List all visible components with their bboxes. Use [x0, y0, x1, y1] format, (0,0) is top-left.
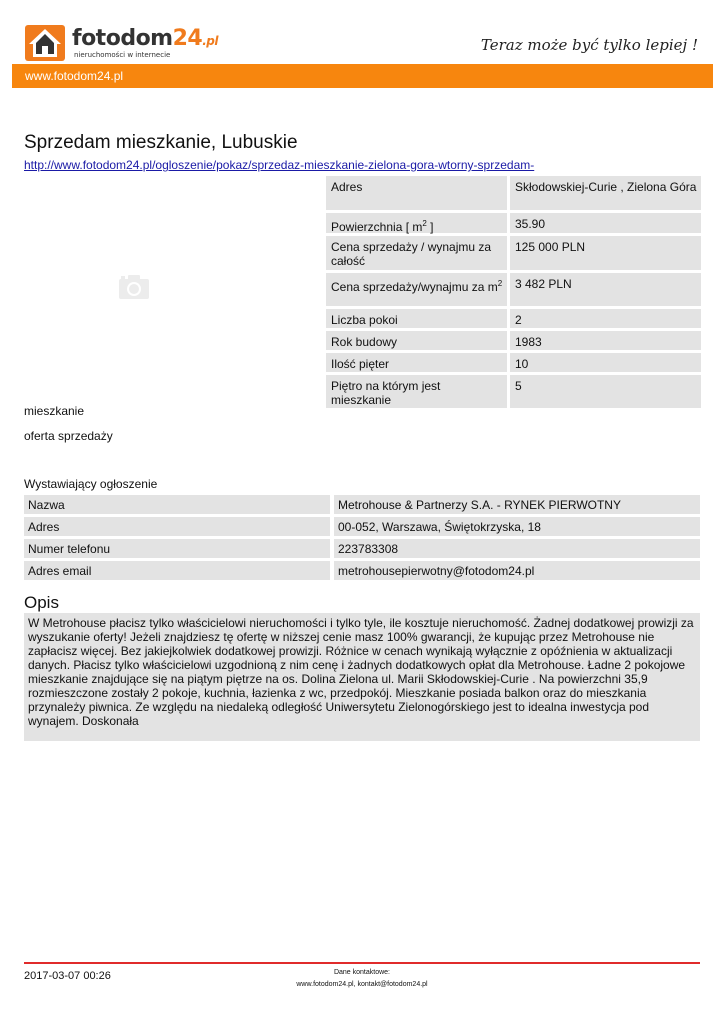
detail-label-area	[326, 213, 507, 233]
table-row	[326, 213, 701, 233]
house-logo-icon	[24, 24, 66, 62]
table-row	[24, 561, 700, 580]
seller-section-title: Wystawiający ogłoszenie	[24, 477, 158, 491]
seller-label-address: Adres	[24, 517, 330, 536]
detail-label-build-year: Rok budowy	[326, 331, 507, 350]
footer-date: 2017-03-07 00:26	[24, 970, 111, 982]
listing-title: Sprzedam mieszkanie, Lubuskie	[24, 132, 298, 153]
property-type: mieszkanie	[24, 404, 85, 418]
table-row	[326, 176, 701, 210]
footer-divider	[24, 962, 700, 964]
footer-contact	[0, 967, 724, 991]
seller-value-email[interactable]: metrohousepierwotny@fotodom24.pl	[334, 561, 700, 580]
site-url-bar	[12, 64, 713, 88]
detail-value-rooms: 2	[510, 309, 701, 328]
seller-value-address: 00-052, Warszawa, Świętokrzyska, 18	[334, 517, 700, 536]
seller-table	[24, 495, 700, 583]
property-details-table	[326, 176, 701, 411]
detail-value-floors: 10	[510, 353, 701, 372]
detail-label-floors: Ilość pięter	[326, 353, 507, 372]
table-row	[326, 375, 701, 408]
logo-number: 24	[172, 26, 203, 51]
footer-contact-label: Dane kontaktowe:	[333, 969, 391, 976]
area-label-text: Powierzchnia [ m	[331, 220, 423, 234]
camera-icon	[118, 274, 150, 300]
table-row	[326, 309, 701, 328]
detail-label-floor: Piętro na którym jest mieszkanie	[326, 375, 507, 408]
offer-type: oferta sprzedaży	[24, 429, 113, 443]
footer-contact-line[interactable]: www.fotodom24.pl, kontakt@fotodom24.pl	[296, 981, 428, 988]
area-label-sup: 2	[422, 219, 427, 228]
detail-label-total-price: Cena sprzedaży / wynajmu za całość	[326, 236, 507, 270]
detail-value-address: Skłodowskiej-Curie , Zielona Góra	[510, 176, 701, 210]
fotodom24-logo[interactable]	[24, 24, 218, 64]
detail-label-price-per-m2	[326, 273, 507, 306]
table-row	[326, 331, 701, 350]
seller-label-name: Nazwa	[24, 495, 330, 514]
logo-tagline: nieruchomości w internecie	[74, 51, 171, 59]
header-slogan: Teraz może być tylko lepiej !	[480, 36, 698, 54]
price-m2-label-sup: 2	[497, 279, 503, 288]
listing-url-link[interactable]: http://www.fotodom24.pl/ogloszenie/pokaz/sprzedaz-mieszkanie-zielona-gora-wtorny-sprzedam-	[24, 158, 535, 172]
table-row	[326, 236, 701, 270]
logo-domain: .pl	[202, 34, 218, 48]
detail-value-build-year: 1983	[510, 331, 701, 350]
logo-main-text: fotodom	[72, 26, 173, 51]
area-label-tail: ]	[426, 220, 434, 234]
table-row	[326, 353, 701, 372]
detail-value-price-per-m2: 3 482 PLN	[510, 273, 701, 306]
page-header	[0, 0, 724, 64]
seller-label-email: Adres email	[24, 561, 330, 580]
detail-label-address: Adres	[326, 176, 507, 210]
detail-value-floor: 5	[510, 375, 701, 408]
logo-wordmark	[72, 26, 218, 51]
detail-value-area: 35.90	[510, 213, 701, 233]
table-row	[24, 539, 700, 558]
description-title: Opis	[24, 593, 59, 612]
detail-label-rooms: Liczba pokoi	[326, 309, 507, 328]
price-m2-label-text: Cena sprzedaży/wynajmu za m	[331, 280, 498, 294]
detail-value-total-price: 125 000 PLN	[510, 236, 701, 270]
site-url-link[interactable]: www.fotodom24.pl	[25, 69, 124, 83]
seller-value-name: Metrohouse & Partnerzy S.A. - RYNEK PIERWOTNY	[334, 495, 700, 514]
seller-value-phone[interactable]: 223783308	[334, 539, 700, 558]
seller-label-phone: Numer telefonu	[24, 539, 330, 558]
table-row	[24, 517, 700, 536]
table-row	[24, 495, 700, 514]
table-row	[326, 273, 701, 306]
description-text: W Metrohouse płacisz tylko właścicielowi nieruchomości i tylko tyle, ile kosztuje nieruchomość. Żadnej dodatkowej prowizji za wyszukanie oferty! Jeżeli znajdziesz tę ofertę w niższej cenie masz 100% gwarancji, że kupując przez Metrohouse nie zapłacisz więcej. Bez jakiejkolwiek dodatkowej prowizji. Różnice w cenach wynikają wyłącznie z opóźnienia w aktualizacji danych. Płacisz tylko właścicielowi uzgodnioną z nim cenę i żadnych dodatkowych opłat dla Metrohouse. Ładne 2 pokojowe mieszkanie znajdujące się na piątym piętrze na os. Dolina Zielona ul. Marii Skłodowskiej-Curie . Na powierzchni 35,9 rozmieszczone zostały 2 pokoje, kuchnia, łazienka z wc, przedpokój. Mieszkanie posiada balkon oraz do mieszkania przynależy piwnica. Ze względu na niedaleką odległość Uniwersytetu Zielonogórskiego jest to idealna inwestycja pod wynajem. Doskonała	[24, 613, 700, 741]
